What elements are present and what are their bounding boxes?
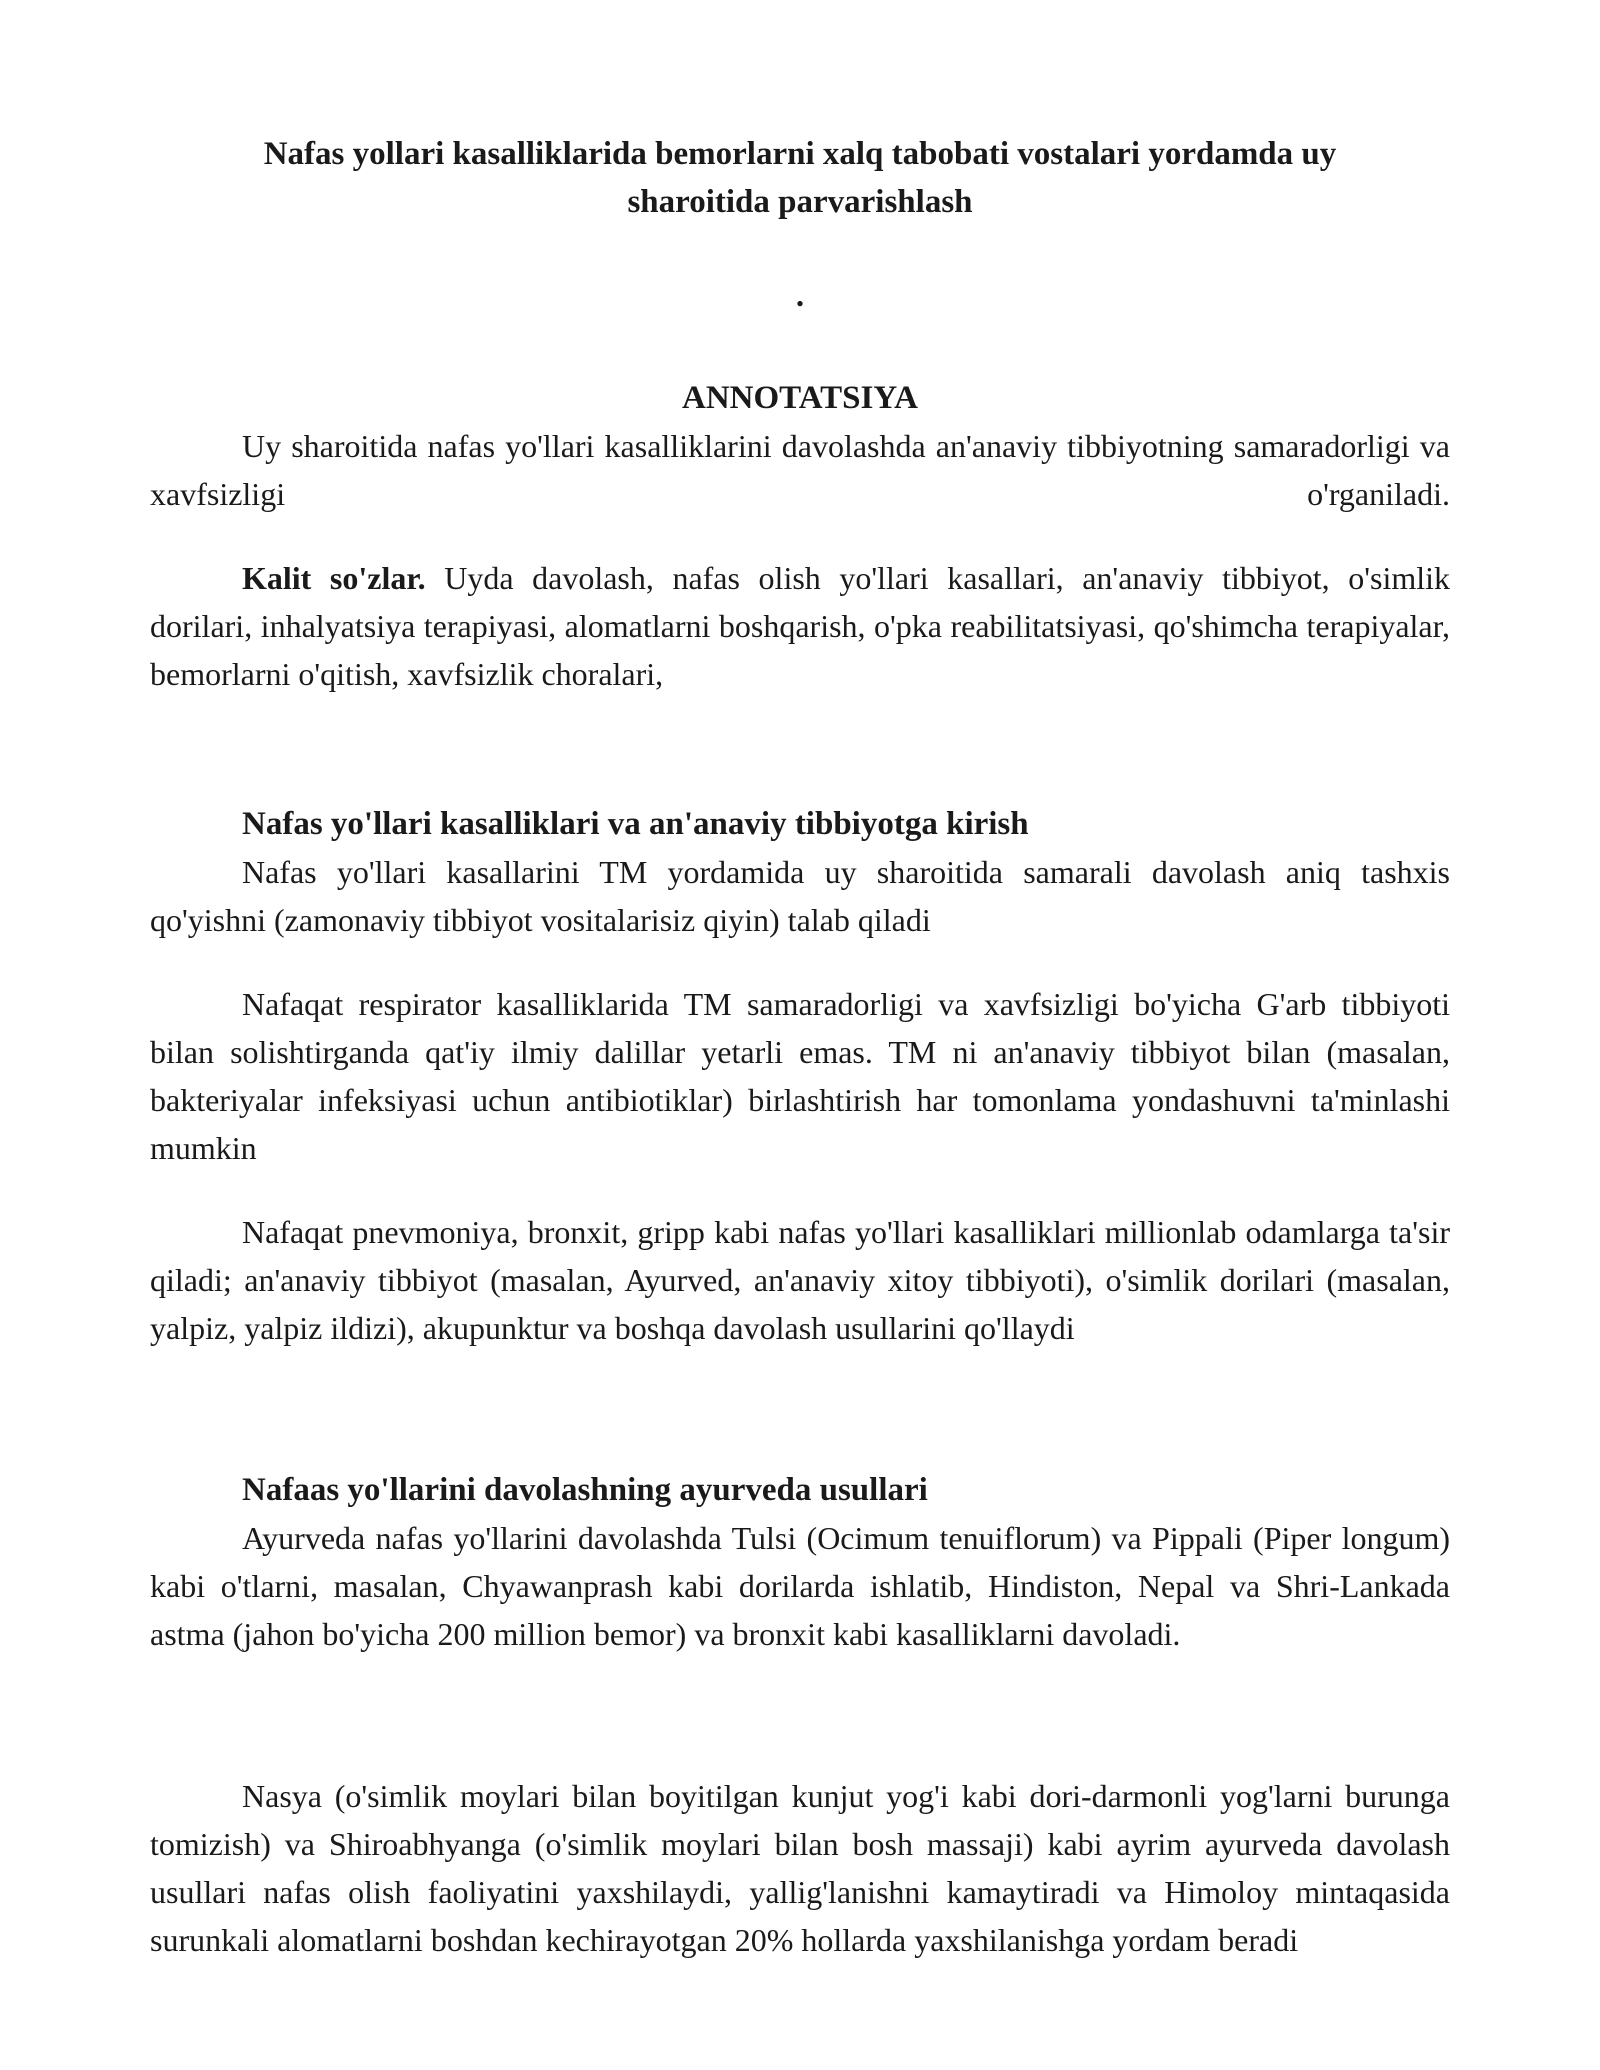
introduction-paragraph-1: Nafas yo'llari kasallarini TM yordamida uy sharoitida samarali davolash aniq tashxis qo'yishni (zamonaviy tibbiyot vositalarisiz qiyin) talab qiladi [150, 854, 1450, 938]
document-title-line-2: sharoitida parvarishlash [627, 184, 973, 220]
document-title [150, 130, 1450, 226]
ayurveda-paragraph-1: Ayurveda nafas yo'llarini davolashda Tulsi (Ocimum tenuiflorum) va Pippali (Piper longum) kabi o'tlarni, masalan, Chyawanprash kabi dorilarda ishlatib, Hindiston, Nepal va Shri-Lankada astma (jahon bo'yicha 200 million bemor) va bronxit kabi kasalliklarni davoladi. [150, 1520, 1450, 1652]
section-heading-ayurveda: Nafaas yo'llarini davolashning ayurveda usullari [242, 1472, 928, 1508]
introduction-paragraph-3: Nafaqat pnevmoniya, bronxit, gripp kabi nafas yo'llari kasalliklari millionlab odamlarga ta'sir qiladi; an'anaviy tibbiyot (masalan, Ayurved, an'anaviy xitoy tibbiyoti), o'simlik dorilari (masalan, yalpiz, yalpiz ildizi), akupunktur va boshqa davolash usullarini qo'llaydi [150, 1214, 1450, 1346]
annotation-heading: ANNOTATSIYA [682, 380, 918, 416]
keywords-paragraph [150, 554, 1450, 698]
annotation-paragraph: Uy sharoitida nafas yo'llari kasalliklarini davolashda an'anaviy tibbiyotning samaradorligi va xavfsizligi o'rganiladi. [150, 428, 1450, 512]
section-heading-introduction: Nafas yo'llari kasalliklari va an'anaviy tibbiyotga kirish [242, 806, 1029, 842]
separator-dot: . [795, 278, 805, 314]
introduction-paragraph-2: Nafaqat respirator kasalliklarida TM samaradorligi va xavfsizligi bo'yicha G'arb tibbiyoti bilan solishtirganda qat'iy ilmiy dalillar yetarli emas. TM ni an'anaviy tibbiyot bilan (masalan, bakteriyalar infeksiyasi uchun antibiotiklar) birlashtirish har tomonlama yondashuvni ta'minlashi mumkin [150, 986, 1450, 1166]
ayurveda-paragraph-2: Nasya (o'simlik moylari bilan boyitilgan kunjut yog'i kabi dori-darmonli yog'larni burunga tomizish) va Shiroabhyanga (o'simlik moylari bilan bosh massaji) kabi ayrim ayurveda davolash usullari nafas olish faoliyatini yaxshilaydi, yallig'lanishni kamaytiradi va Himoloy mintaqasida surunkali alomatlarni boshdan kechirayotgan 20% hollarda yaxshilanishga yordam beradi [150, 1778, 1450, 1958]
document-title-line-1: Nafas yollari kasalliklarida bemorlarni xalq tabobati vostalari yordamda uy [263, 136, 1337, 172]
keywords-text: Uyda davolash, nafas olish yo'llari kasallari, an'anaviy tibbiyot, o'simlik dorilari, inhalyatsiya terapiyasi, alomatlarni boshqarish, o'pka reabilitatsiyasi, qo'shimcha terapiyalar, bemorlarni o'qitish, xavfsizlik choralari, [150, 560, 1451, 692]
keywords-label: Kalit so'zlar. [242, 560, 426, 596]
